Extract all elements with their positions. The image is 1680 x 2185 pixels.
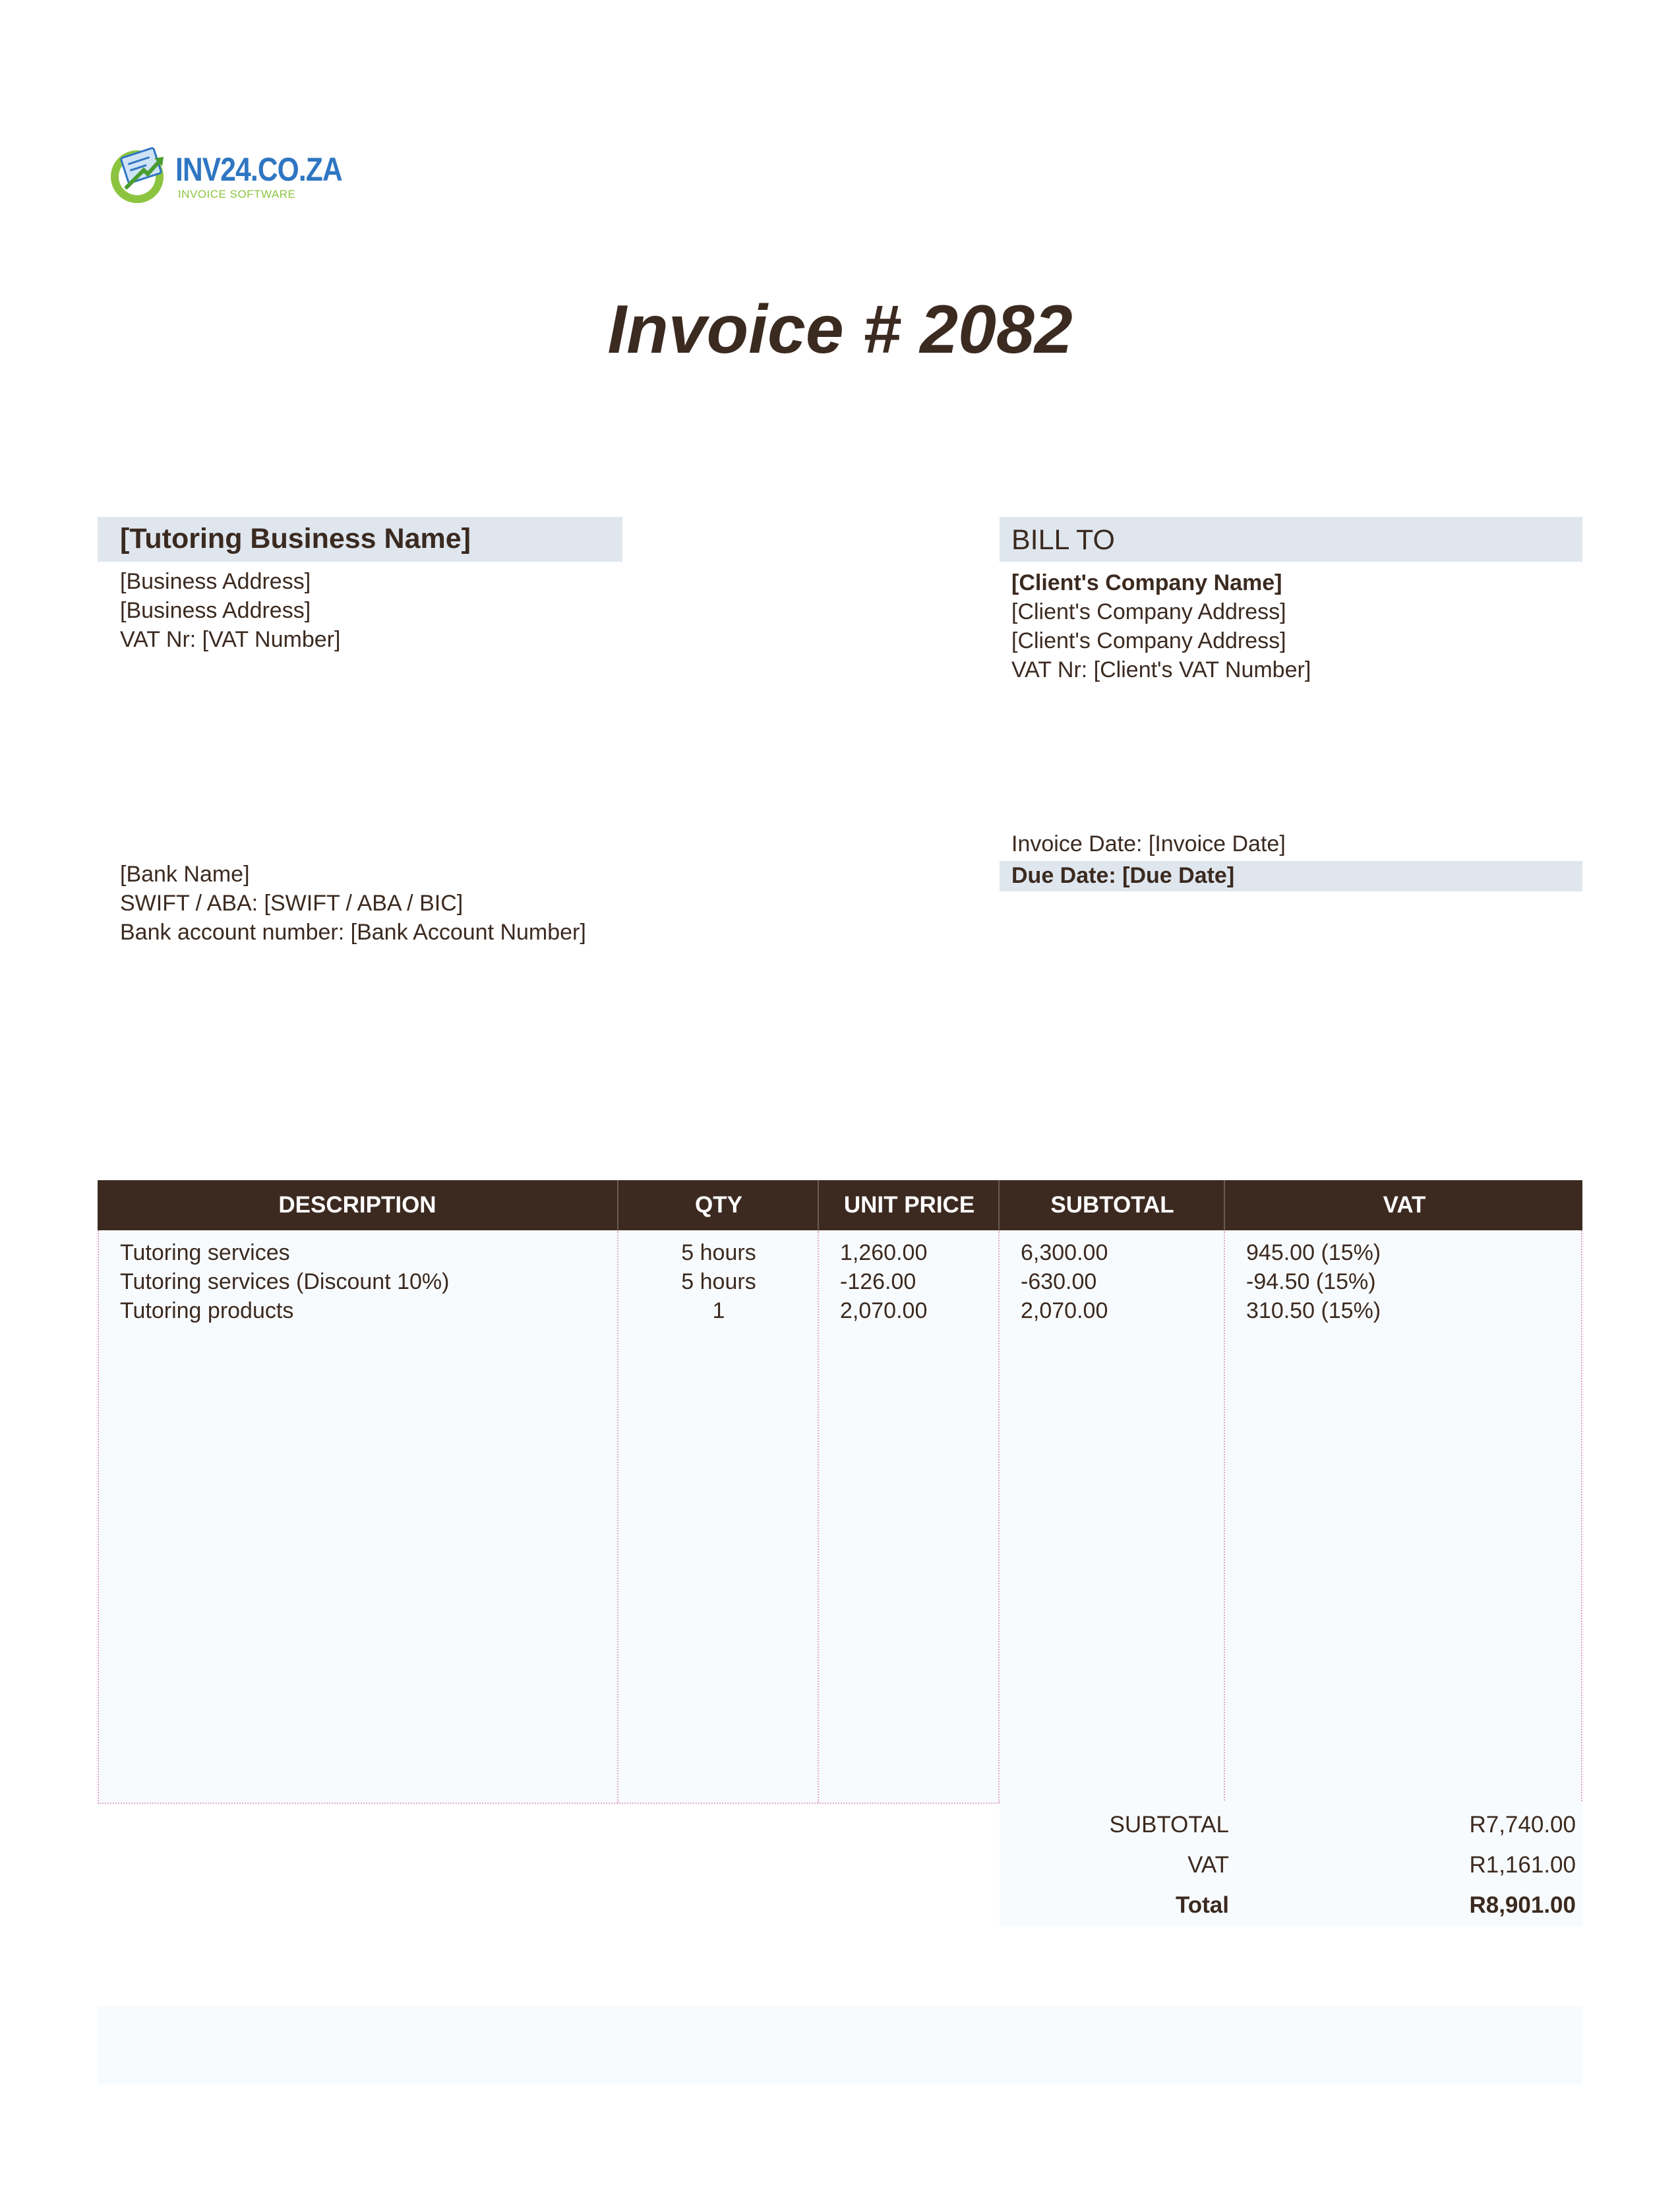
table-body (98, 1230, 1582, 1804)
logo-tagline: INVOICE SOFTWARE (178, 188, 296, 200)
seller-vat-number: VAT Nr: [VAT Number] (120, 627, 341, 652)
client-company-name: [Client's Company Name] (1011, 570, 1282, 595)
bill-to-label: BILL TO (1011, 524, 1115, 556)
bank-details (120, 860, 586, 947)
column-divider (998, 1230, 1000, 1803)
footer-band (98, 2006, 1582, 2085)
table-row-2-unit-price: -126.00 (840, 1269, 916, 1294)
subtotal-label: SUBTOTAL (1109, 1812, 1229, 1838)
column-divider (1224, 1230, 1225, 1803)
bank-account-number: Bank account number: [Bank Account Number] (120, 920, 586, 945)
invoice-title: Invoice # 2082 (607, 291, 1073, 368)
client-address-line-2: [Client's Company Address] (1011, 628, 1286, 653)
table-row-1-unit-price: 1,260.00 (840, 1240, 928, 1265)
table-row-1-qty: 5 hours (681, 1240, 756, 1265)
bank-swift: SWIFT / ABA: [SWIFT / ABA / BIC] (120, 891, 464, 916)
vat-column (1246, 1238, 1381, 1325)
table-row-2-vat: -94.50 (15%) (1246, 1269, 1376, 1294)
column-header-unit-price: UNIT PRICE (818, 1180, 1000, 1230)
unit-price-column (840, 1238, 927, 1325)
logo-brand-text: INV24.CO.ZA (175, 151, 342, 188)
table-row-3-description: Tutoring products (120, 1298, 294, 1323)
client-address-line-1: [Client's Company Address] (1011, 599, 1286, 624)
client-details (1011, 568, 1311, 684)
table-header (98, 1180, 1582, 1230)
table-row-1-vat: 945.00 (15%) (1246, 1240, 1381, 1265)
invoice-date: Invoice Date: [Invoice Date] (1011, 831, 1286, 856)
table-row-3-unit-price: 2,070.00 (840, 1298, 928, 1323)
due-date: Due Date: [Due Date] (1011, 863, 1235, 888)
table-row-2-qty: 5 hours (681, 1269, 756, 1294)
table-row-1-description: Tutoring services (120, 1240, 290, 1265)
subtotal-value: R7,740.00 (1469, 1812, 1576, 1838)
subtotal-column (1021, 1238, 1108, 1325)
vat-label: VAT (1187, 1852, 1229, 1878)
qty-column (618, 1238, 819, 1325)
table-row-1-subtotal: 6,300.00 (1021, 1240, 1108, 1265)
company-logo (107, 141, 342, 207)
seller-address-line-1: [Business Address] (120, 569, 311, 594)
seller-details (120, 567, 340, 654)
vat-value: R1,161.00 (1469, 1852, 1576, 1878)
seller-address-line-2: [Business Address] (120, 598, 311, 623)
table-row-3-vat: 310.50 (15%) (1246, 1298, 1381, 1323)
description-column (120, 1238, 449, 1325)
client-vat-number: VAT Nr: [Client's VAT Number] (1011, 657, 1311, 682)
total-value: R8,901.00 (1469, 1892, 1576, 1918)
table-row-3-qty: 1 (712, 1298, 725, 1323)
column-header-vat: VAT (1224, 1180, 1584, 1230)
logo-emblem-icon (107, 141, 173, 207)
column-header-description: DESCRIPTION (278, 1192, 436, 1218)
column-header-qty: QTY (617, 1180, 819, 1230)
bank-name: [Bank Name] (120, 862, 250, 887)
table-row-2-description: Tutoring services (Discount 10%) (120, 1269, 450, 1294)
table-row-3-subtotal: 2,070.00 (1021, 1298, 1108, 1323)
table-row-2-subtotal: -630.00 (1021, 1269, 1097, 1294)
totals-block (1000, 1801, 1582, 1927)
total-label: Total (1175, 1892, 1229, 1918)
seller-name: [Tutoring Business Name] (120, 523, 471, 554)
column-header-subtotal: SUBTOTAL (998, 1180, 1225, 1230)
